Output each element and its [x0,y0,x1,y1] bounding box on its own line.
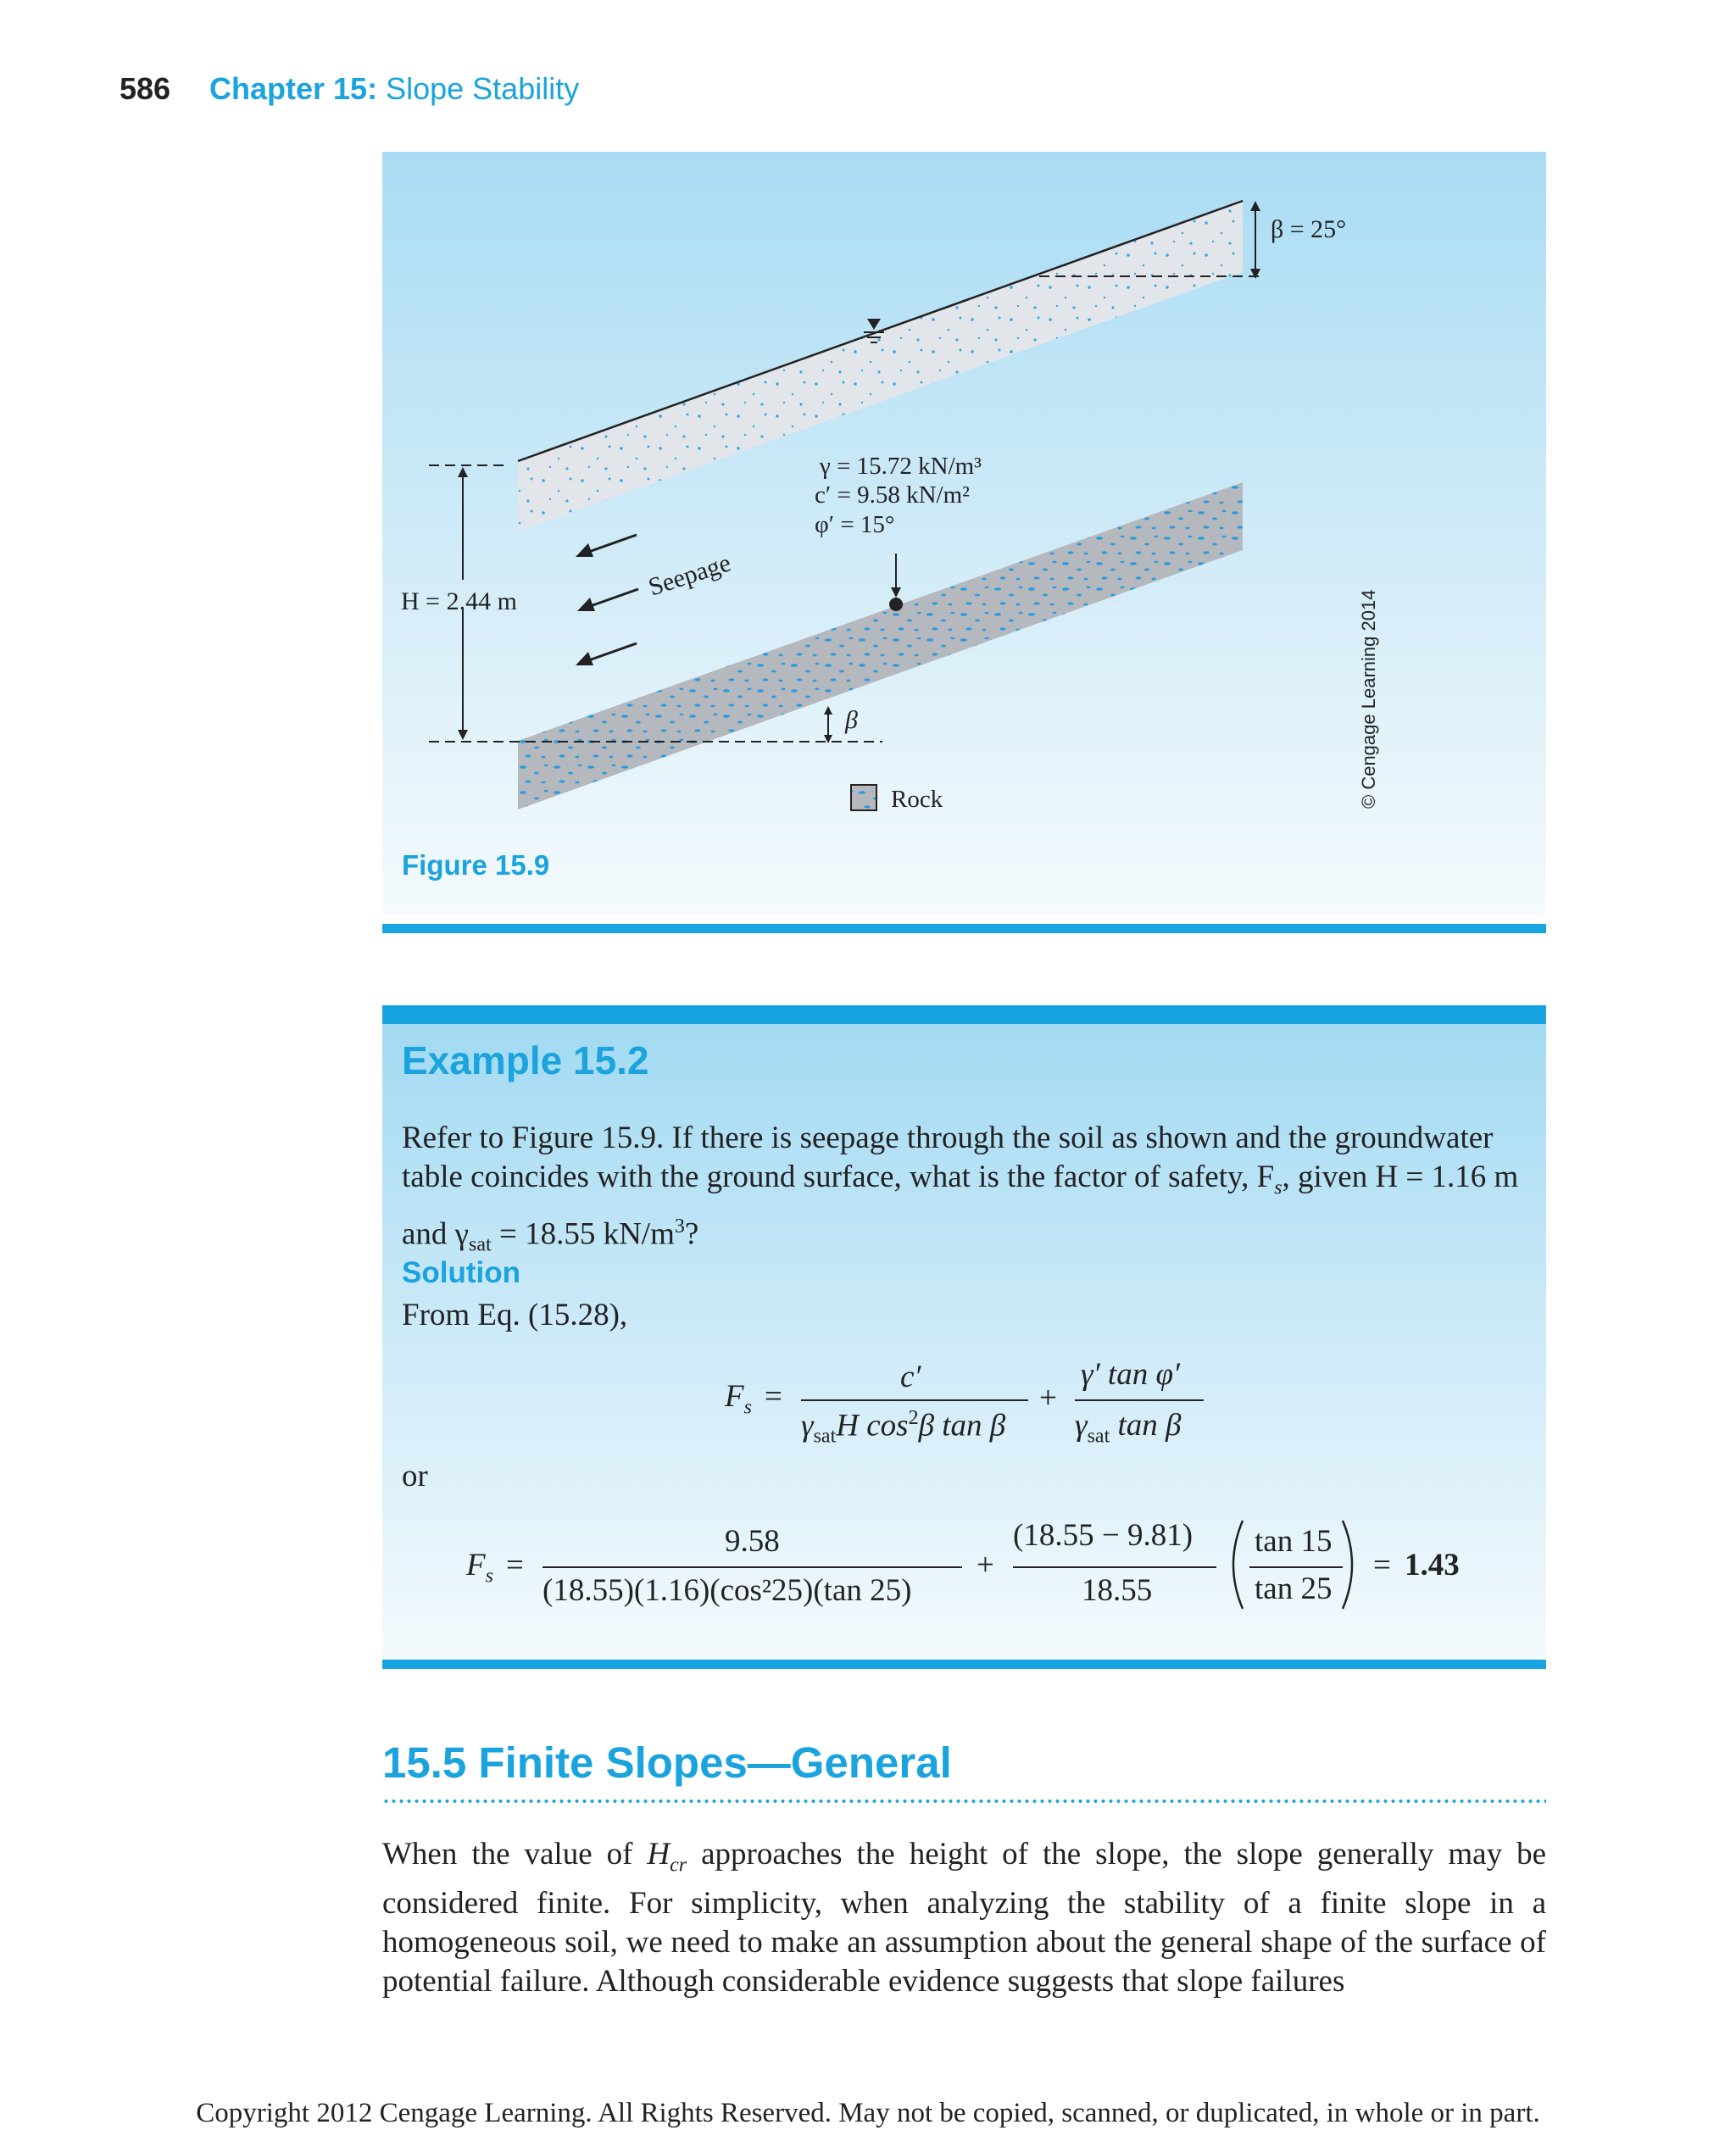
running-header [209,71,579,107]
beta-small-dimension [824,706,832,743]
equation-2: $F_s$ = 9.58 (18.55)(1.16)(cos²25)(tan 25) + (18.55 − 9.81) 18.55 tan 15 tan 25 = 1.43 [0,0,1736,2147]
example-panel [382,1005,1546,1661]
example-bottom-rule [382,1660,1546,1669]
footer-copyright: Copyright 2012 Cengage Learning. All Rights Reserved. May not be copied, scanned, or duplicated, in whole or in part. [196,2098,1540,2128]
section-dotted-rule [382,1799,1546,1804]
beta-25-label: β = 25° [1271,215,1347,243]
figure-rule [382,924,1546,933]
example-problem: Refer to Figure 15.9. If there is seepage through the soil as shown and the groundwater table coincides with the ground surface, what is the factor of safety, $F_s$, given H = 1.16 m and $\gamma_{sat} = 18.55$ $kN/m^3$? [402,1121,1519,1257]
equation-1: $F_s$ = c′ $\gamma_{sat}H$ $\cos^2\beta$ tan β + γ′ tan φ′ $\gamma_{sat}$ tan β [0,0,1736,2147]
gamma-label: γ = 15.72 kN/m³ [820,453,982,480]
seepage-label: Seepage [644,548,735,602]
rock-legend-label: Rock [891,786,943,813]
friction-angle-label: φ′ = 15° [815,511,895,538]
cohesion-label: c′ = 9.58 kN/m² [815,481,970,509]
result-value: 1.43 [1405,1548,1460,1582]
section-body [382,1835,1546,2001]
solution-intro: From Eq. (15.28), [402,1298,628,1332]
figure-copyright: © Cengage Learning 2014 [1358,589,1379,809]
chapter-title: Slope Stability [386,71,580,106]
slope-diagram [382,152,1546,915]
ground-surface-line [518,201,1243,461]
failure-plane-point [889,553,903,611]
figure-panel [382,152,1546,915]
example-top-rule [382,1005,1546,1024]
figure-label: Figure 15.9 [402,849,550,881]
chapter-label: Chapter 15: [209,71,378,106]
rock-legend-swatch [851,785,876,810]
section-paragraph: When the value of $H_{cr}$ approaches the height of the slope, the slope generally may be considered finite. For simplicity, when analyzing the stability of a finite slope in a homogeneous soil, we need to make an assumption about the general shape of the surface of potential failure. Although considerable evidence suggests that slope failures [382,1837,1546,2000]
beta-small-label: β [845,706,858,734]
height-label: H = 2.44 m [401,587,517,615]
section-title: 15.5 Finite Slopes—General [382,1738,952,1787]
example-title: Example 15.2 [402,1038,649,1082]
solution-title: Solution [402,1256,520,1289]
or-text: or [402,1459,428,1493]
page-number: 586 [120,71,171,106]
seepage-arrows [576,535,638,665]
